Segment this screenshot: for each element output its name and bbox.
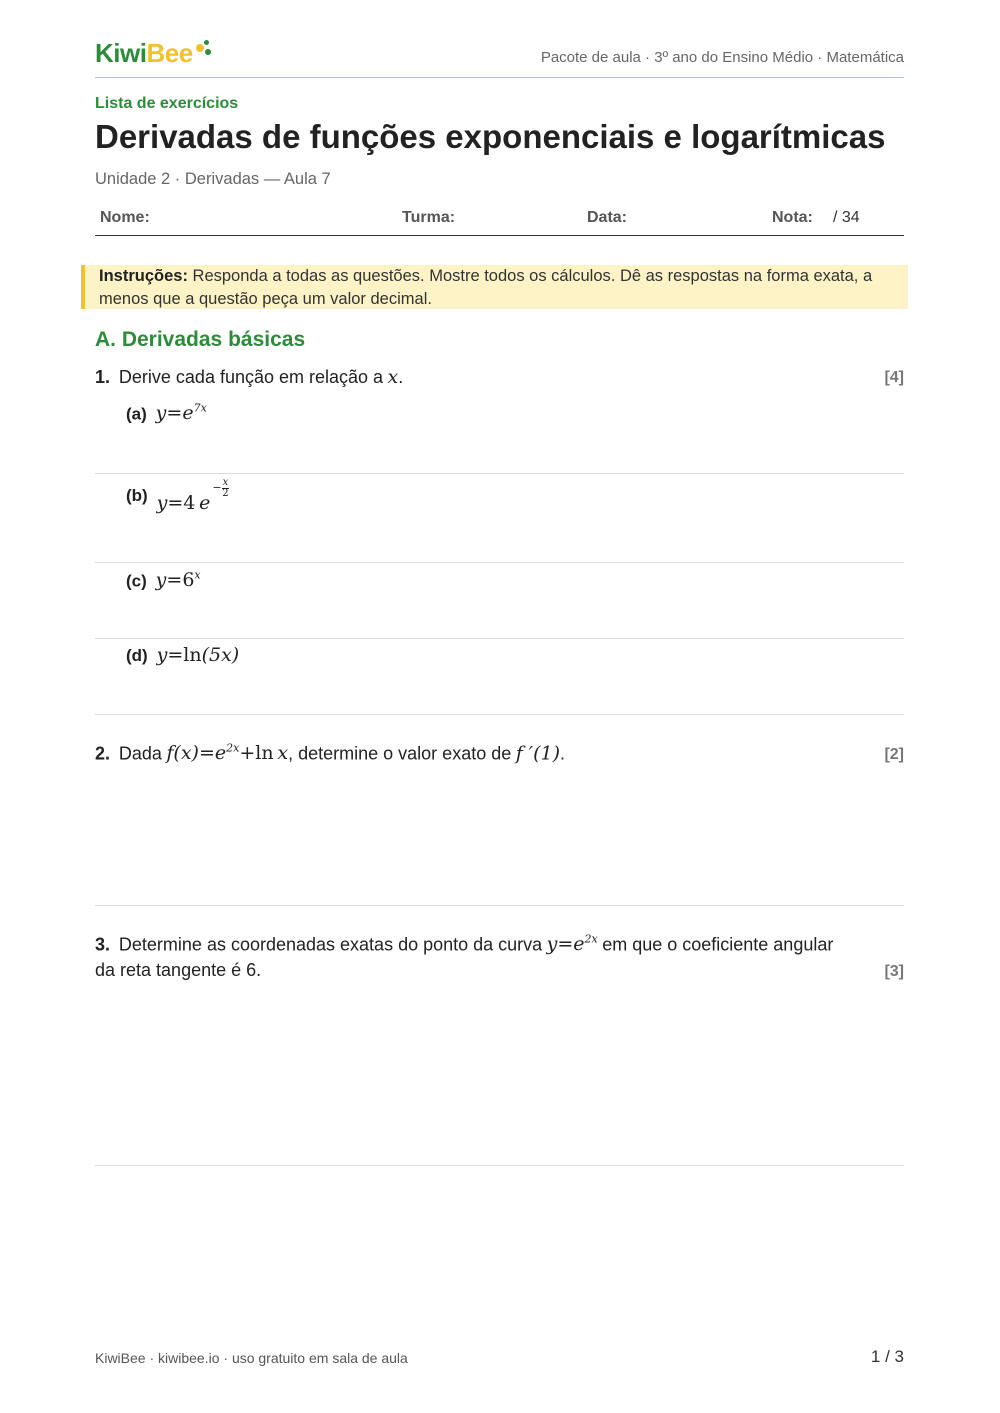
- question-text-end: .: [398, 367, 404, 387]
- part-1a: [126, 402, 207, 424]
- field-nota-label: Nota:: [772, 209, 813, 226]
- question-text: Determine as coordenadas exatas do ponto da curva: [118, 934, 543, 955]
- question-text: Dada: [118, 743, 162, 764]
- field-data-label: Data:: [587, 209, 628, 226]
- header-divider: [95, 77, 904, 78]
- question-target: f ′(1): [515, 742, 561, 765]
- question-2: 2. Dada $f(x)=e^{2x}+\ln$ x, determine o valor exato de f ′(1).: [95, 742, 566, 765]
- page-subtitle: Unidade 2 · Derivadas — Aula 7: [95, 170, 331, 188]
- question-3-marks: [3]: [884, 963, 904, 980]
- logo-kiwi-text: Kiwi: [95, 38, 147, 68]
- doc-kicker: Lista de exercícios: [95, 95, 239, 112]
- field-turma-label: Turma:: [402, 209, 456, 226]
- fields-divider: [95, 235, 904, 236]
- kiwibee-logo: [95, 38, 213, 69]
- logo-dots-icon: [195, 38, 213, 56]
- part-expression: y=4 $e^{- \frac{x}{2}}$: [156, 476, 229, 514]
- instructions-text: Responda a todas as questões. Mostre todos os cálculos. Dê as respostas na forma exata, a menos que a questão peça um valor decimal.: [99, 267, 873, 308]
- answer-space-divider: [95, 638, 904, 639]
- question-text: Derive cada função em relação a: [118, 367, 384, 387]
- question-number: 3.: [95, 934, 111, 955]
- page-title: Derivadas de funções exponenciais e logarítmicas: [95, 118, 886, 155]
- question-1: [95, 366, 403, 388]
- question-3-line2: da reta tangente é 6.: [95, 960, 262, 980]
- part-label: (c): [126, 571, 147, 591]
- section-title-a: A. Derivadas básicas: [95, 328, 306, 351]
- logo-bee-text: Bee: [146, 38, 193, 68]
- question-expression: $f(x)=e^{2x}+\ln$ x: [166, 742, 289, 765]
- question-var: x: [387, 366, 399, 388]
- instructions-box: [81, 265, 908, 309]
- answer-space-divider: [95, 905, 904, 906]
- question-text-mid: , determine o valor exato de: [288, 743, 512, 764]
- answer-space-divider: [95, 1165, 904, 1166]
- part-expression: $y=6^x$: [155, 569, 201, 592]
- question-number: 1.: [95, 367, 111, 387]
- answer-space-divider: [95, 562, 904, 563]
- part-label: (a): [126, 404, 147, 424]
- question-1-marks: [4]: [884, 369, 904, 386]
- question-3: [95, 933, 833, 955]
- part-label: (b): [126, 486, 148, 505]
- instructions-label: Instruções:: [99, 267, 188, 285]
- page-number: 1 / 3: [870, 1347, 904, 1366]
- part-1b: [126, 476, 229, 514]
- answer-space-divider: [95, 714, 904, 715]
- part-expression: y=ln(5x): [156, 644, 240, 666]
- part-expression: $y=e^{7x}$: [155, 402, 207, 425]
- question-text-end: em que o coeficiente angular: [602, 934, 834, 955]
- nota-total: / 34: [833, 209, 860, 226]
- question-number: 2.: [95, 743, 111, 764]
- part-1c: [126, 569, 201, 591]
- part-1d: [126, 644, 239, 666]
- question-2-marks: [2]: [884, 746, 904, 763]
- footer-credit: KiwiBee · kiwibee.io · uso gratuito em sala de aula: [95, 1350, 408, 1366]
- answer-space-divider: [95, 473, 904, 474]
- part-label: (d): [126, 646, 148, 665]
- field-nome-label: Nome:: [100, 209, 150, 226]
- header-meta: Pacote de aula · 3º ano do Ensino Médio · Matemática: [540, 49, 904, 66]
- question-expression: $y=e^{2x}$: [546, 933, 598, 956]
